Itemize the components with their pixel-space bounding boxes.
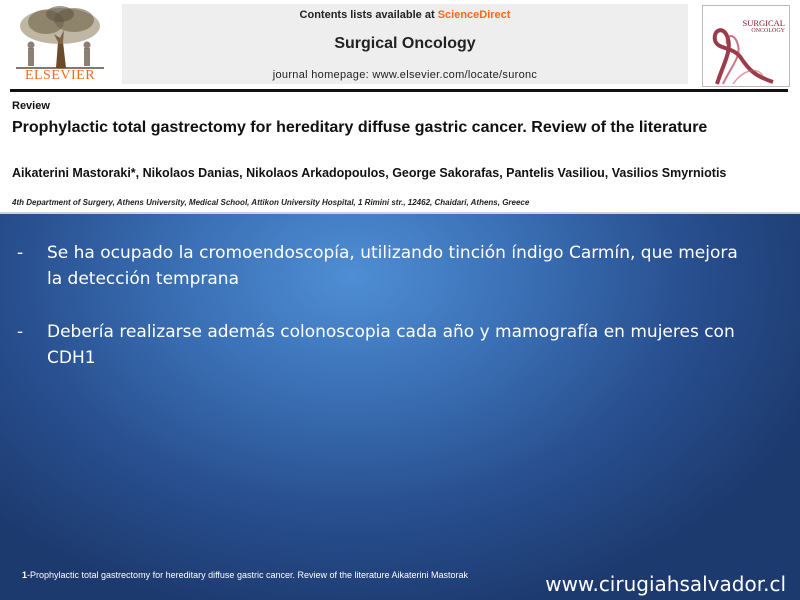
article-authors: Aikaterini Mastoraki*, Nikolaos Danias, Nikolaos Arkadopoulos, George Sakorafas, Pantelis Vasiliou, Vasilios Smyrniotis: [12, 166, 727, 180]
bullet-item: [0, 240, 747, 292]
journal-header-image: [0, 0, 800, 214]
reference-text: -Prophylactic total gastrectomy for hereditary diffuse gastric cancer. Review of the literature Aikaterini Mastorak: [27, 570, 469, 580]
reference-footnote: [22, 570, 468, 580]
bullet-dash: -: [17, 243, 24, 263]
bullet-item: [0, 319, 747, 371]
bullet-text: Debería realizarse además colonoscopia cada año y mamografía en mujeres con CDH1: [47, 322, 735, 368]
journal-title: Surgical Oncology: [334, 35, 476, 52]
reference-number: 1: [22, 570, 28, 580]
cover-subtitle: ONCOLOGY: [751, 28, 785, 34]
sciencedirect-link[interactable]: ScienceDirect: [437, 9, 511, 21]
article-title: Prophylactic total gastrectomy for hereditary diffuse gastric cancer. Review of the literature: [12, 119, 708, 136]
header-divider: [10, 89, 788, 92]
journal-info-box: [122, 4, 688, 84]
journal-cover: [702, 5, 790, 87]
publisher-name: ELSEVIER: [24, 68, 96, 83]
contents-prefix: Contents lists available at: [299, 9, 438, 21]
bullet-text: Se ha ocupado la cromoendoscopía, utilizando tinción índigo Carmín, que mejora la detección temprana: [47, 243, 738, 289]
contents-line: [122, 9, 688, 21]
article-affiliation: 4th Department of Surgery, Athens University, Medical School, Attikon University Hospital, 1 Rimini str., 12462, Chaidari, Athens, Greece: [12, 198, 530, 207]
website-url[interactable]: www.cirugiahsalvador.cl: [545, 572, 786, 596]
bullet-dash: -: [17, 322, 24, 342]
journal-homepage[interactable]: journal homepage: www.elsevier.com/locate/suronc: [272, 69, 538, 81]
article-type: Review: [12, 100, 50, 112]
cover-title: SURGICAL: [742, 18, 785, 28]
bullet-list: [0, 240, 800, 398]
